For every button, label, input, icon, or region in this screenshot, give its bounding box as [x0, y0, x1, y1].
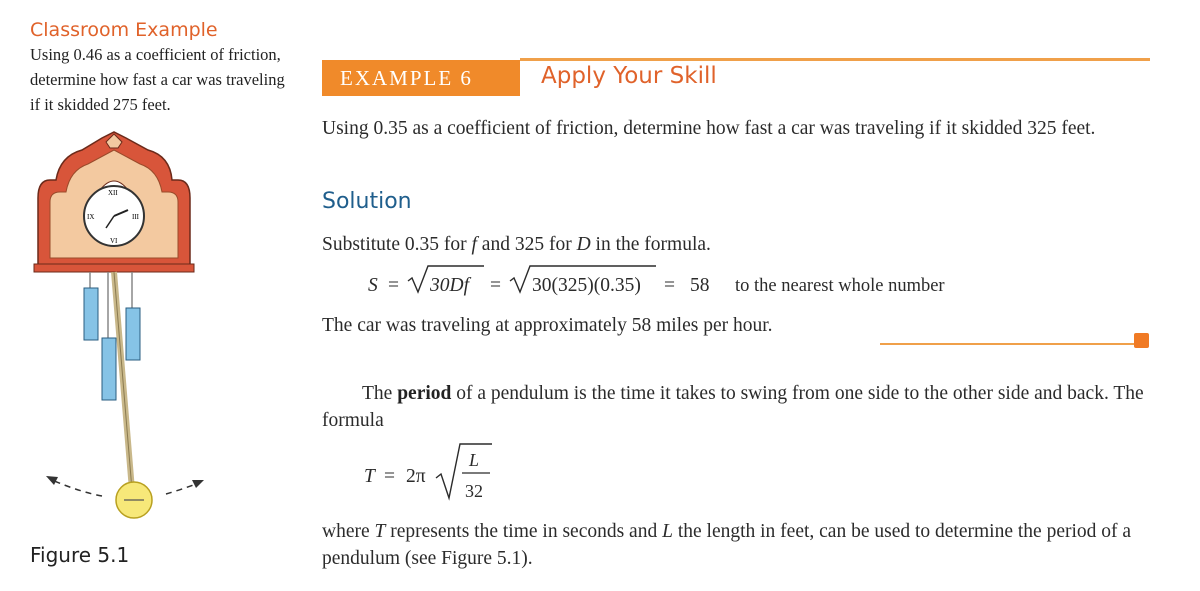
where-text-2: represents the time in seconds and	[385, 521, 663, 542]
rounding-note: to the nearest whole number	[735, 276, 945, 296]
cuckoo-clock-figure	[20, 128, 220, 528]
formula-explanation	[322, 518, 1154, 572]
variable-l: L	[662, 521, 673, 542]
weight-left	[84, 288, 98, 340]
radicand-2: 30(325)(0.35)	[532, 275, 641, 296]
speed-formula-lhs: S	[368, 275, 378, 296]
substitute-sentence	[322, 231, 711, 258]
period-formula	[364, 444, 492, 501]
radicand-1: 30Df	[430, 275, 469, 296]
variable-t: T	[374, 521, 386, 542]
speed-formula-value: 58	[690, 275, 710, 296]
radical-sign-1	[408, 266, 484, 292]
speed-formula-eq2: =	[490, 275, 501, 296]
example-label: EXAMPLE 6	[340, 65, 473, 90]
radical-sign-2	[510, 266, 656, 292]
clock-numeral-iii: III	[132, 213, 139, 221]
weight-right	[126, 308, 140, 360]
speed-formula	[368, 266, 945, 296]
substitute-text-2: and 325 for	[476, 234, 577, 255]
example-result: The car was traveling at approximately 58 miles per hour.	[322, 315, 773, 336]
variable-f: f	[471, 234, 477, 255]
solution-heading: Solution	[322, 189, 412, 214]
period-formula-lhs: T	[364, 466, 375, 487]
example-problem: Using 0.35 as a coefficient of friction, determine how fast a car was traveling if it skidded 325 feet.	[322, 118, 1096, 139]
period-formula-eq: =	[384, 466, 395, 487]
example-header-rule	[520, 58, 1150, 61]
speed-formula-eq1: =	[388, 275, 399, 296]
clock-base	[34, 264, 194, 272]
example-end-rule	[880, 343, 1136, 345]
substitute-text-1: Substitute 0.35 for	[322, 234, 472, 255]
classroom-example-body: Using 0.46 as a coefficient of friction, determine how fast a car was traveling if it skidded 275 feet.	[30, 45, 285, 114]
swing-arc-left	[52, 480, 102, 496]
speed-formula-eq3: =	[664, 275, 675, 296]
weight-mid	[102, 338, 116, 400]
where-text-1: where	[322, 521, 375, 542]
classroom-example-title: Classroom Example	[30, 19, 218, 41]
substitute-text-3: in the formula.	[590, 234, 711, 255]
clock-numeral-vi: VI	[110, 237, 118, 245]
where-text-3: the length in feet, can be used to determine the period of a pendulum (see Figure 5.1).	[322, 521, 1132, 569]
period-intro-post: of a pendulum is the time it takes to swing from one side to the other side and back. The formula	[322, 383, 1144, 431]
period-term: period	[397, 383, 452, 404]
radical-sign-3	[436, 444, 492, 498]
clock-numeral-ix: IX	[87, 213, 95, 221]
fraction-denominator: 32	[465, 481, 483, 501]
swing-arrow-left-icon	[46, 476, 58, 485]
example-end-marker	[1134, 333, 1149, 348]
period-formula-coef: 2π	[406, 466, 426, 487]
example-label-bar	[322, 60, 520, 96]
swing-arc-right	[166, 484, 196, 494]
fraction-numerator: L	[469, 450, 480, 470]
period-definition	[322, 380, 1154, 434]
example-title: Apply Your Skill	[541, 63, 717, 89]
variable-d: D	[576, 234, 591, 255]
period-intro-pre: The	[362, 383, 398, 404]
swing-arrow-right-icon	[192, 480, 204, 488]
figure-caption: Figure 5.1	[30, 543, 130, 567]
clock-numeral-xii: XII	[108, 189, 118, 197]
